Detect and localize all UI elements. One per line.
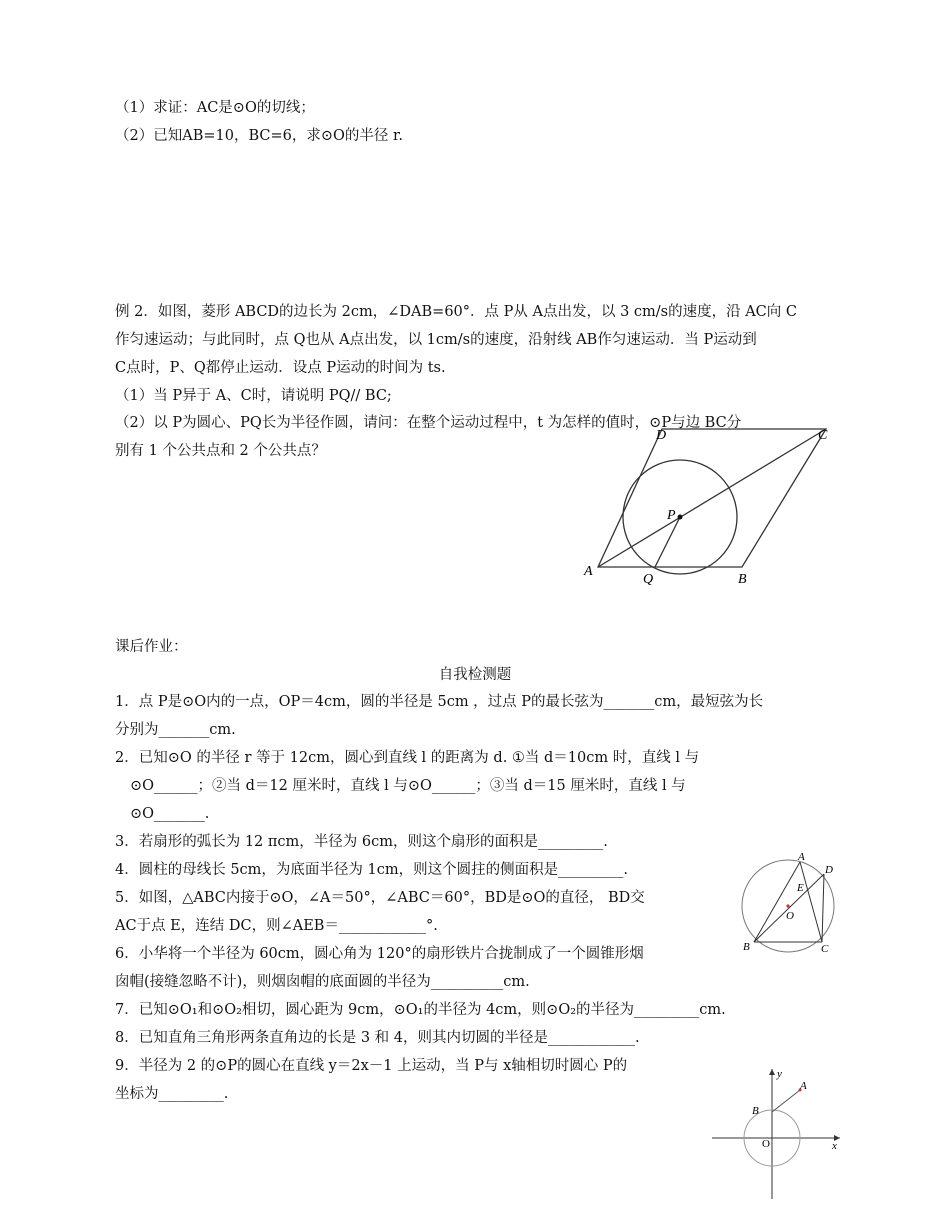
coordinate-figure bbox=[708, 1065, 846, 1200]
label-c: C bbox=[818, 428, 828, 443]
diagonal-ac bbox=[598, 429, 826, 567]
label-o9: O bbox=[762, 1138, 770, 1150]
example2-line3: C点时，P、Q都停止运动．设点 P运动的时间为 ts. bbox=[115, 360, 446, 376]
example2-q1: （1）当 P异于 A、C时，请说明 PQ// BC; bbox=[115, 388, 392, 404]
example2-line2: 作匀速运动；与此同时，点 Q也从 A点出发，以 1cm/s的速度，沿射线 AB作匀速运动．当 P运动到 bbox=[115, 332, 757, 348]
hw-item-3: 3．若扇形的弧长为 12 πcm，半径为 6cm，则这个扇形的面积是_________. bbox=[115, 834, 608, 850]
label-d: D bbox=[656, 428, 667, 443]
segment-ba bbox=[772, 1090, 800, 1112]
point-p bbox=[678, 515, 683, 520]
label-o5: O bbox=[786, 910, 794, 922]
example2-q2b: 别有 1 个公共点和 2 个公共点？ bbox=[115, 443, 326, 459]
label-q: Q bbox=[643, 572, 654, 587]
hw-item-2c: ⊙O_______. bbox=[130, 806, 210, 822]
segment-ab bbox=[754, 862, 800, 942]
question-1-prove: （1）求证：AC是⊙O的切线； bbox=[115, 100, 315, 116]
label-a: A bbox=[584, 564, 593, 579]
center-o bbox=[786, 904, 789, 907]
y-axis-arrow bbox=[769, 1069, 775, 1075]
label-b: B bbox=[738, 572, 747, 587]
hw-item-6a: 6．小华将一个半径为 60cm，圆心角为 120°的扇形铁片合拢制成了一个圆锥形烟 bbox=[115, 946, 644, 962]
label-b5: B bbox=[743, 941, 750, 953]
hw-item-5b: AC于点 E，连结 DC，则∠AEB＝____________°. bbox=[115, 918, 438, 934]
example2-q2a: （2）以 P为圆心、PQ长为半径作圆，请问：在整个运动过程中，t 为怎样的值时，⊙P与边 BC分 bbox=[115, 415, 742, 431]
label-c5: C bbox=[821, 943, 829, 955]
label-a9: A bbox=[800, 1080, 807, 1092]
hw-item-5a: 5．如图，△ABC内接于⊙O，∠A＝50°，∠ABC＝60°，BD是⊙O的直径， BD交 bbox=[115, 890, 645, 906]
label-x: x bbox=[832, 1140, 837, 1152]
rhombus-figure bbox=[570, 415, 840, 595]
label-e5: E bbox=[797, 882, 804, 894]
hw-item-2b: ⊙O______；②当 d＝12 厘米时，直线 l 与⊙O______；③当 d＝15 厘米时，直线 l 与 bbox=[130, 778, 686, 794]
hw-item-9a: 9．半径为 2 的⊙P的圆心在直线 y＝2x－1 上运动，当 P与 x轴相切时圆心 P的 bbox=[115, 1058, 628, 1074]
hw-item-7: 7．已知⊙O₁和⊙O₂相切，圆心距为 9cm，⊙O₁的半径为 4cm，则⊙O₂的半径为_________cm. bbox=[115, 1002, 726, 1018]
self-test-title: 自我检测题 bbox=[438, 667, 512, 683]
label-p: P bbox=[667, 508, 676, 523]
question-2-radius: （2）已知AB=10，BC=6，求⊙O的半径 r. bbox=[115, 128, 403, 144]
homework-heading: 课后作业： bbox=[115, 639, 188, 655]
segment-bd bbox=[754, 874, 824, 942]
hw-item-1b: 分别为_______cm. bbox=[115, 722, 236, 738]
hw-item-4: 4．圆柱的母线长 5cm，为底面半径为 1cm，则这个圆拄的侧面积是_________. bbox=[115, 862, 628, 878]
segment-dc bbox=[822, 874, 824, 942]
inscribed-triangle-figure bbox=[732, 848, 844, 956]
hw-item-6b: 囱帽(接缝忽略不计)，则烟囱帽的底面圆的半径为__________cm. bbox=[115, 974, 530, 990]
hw-item-8: 8．已知直角三角形两条直角边的长是 3 和 4，则其内切圆的半径是____________. bbox=[115, 1030, 640, 1046]
hw-item-1a: 1．点 P是⊙O内的一点，OP＝4cm，圆的半径是 5cm ，过点 P的最长弦为_______cm，最短弦为长 bbox=[115, 694, 764, 710]
example2-line1: 例 2．如图，菱形 ABCD的边长为 2cm，∠DAB=60°．点 P从 A点出发，以 3 cm/s的速度，沿 AC向 C bbox=[115, 304, 797, 320]
label-a5: A bbox=[798, 851, 805, 863]
label-d5: D bbox=[825, 864, 833, 876]
label-b9: B bbox=[752, 1105, 759, 1117]
hw-item-9b: 坐标为_________. bbox=[115, 1086, 229, 1102]
label-y: y bbox=[777, 1068, 782, 1080]
segment-ac bbox=[800, 862, 822, 942]
hw-item-2a: 2．已知⊙O 的半径 r 等于 12cm，圆心到直线 l 的距离为 d. ①当 d＝10cm 时，直线 l 与 bbox=[115, 750, 700, 766]
